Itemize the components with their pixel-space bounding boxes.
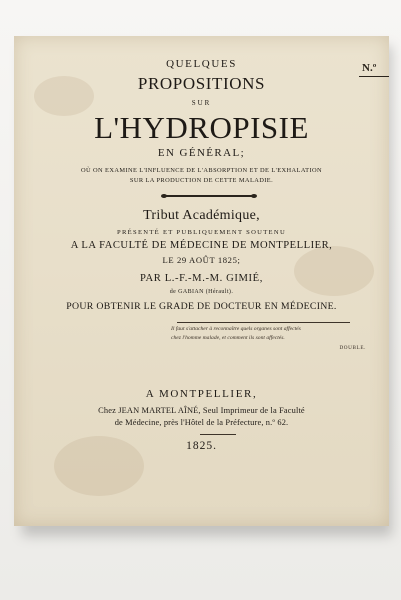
epigraph-line-1: Il faut s'attacher à reconnaître quels organes sont affectés [171,326,301,332]
ornamental-rule [164,195,254,197]
title-page [14,36,389,526]
date-line: LE 29 AOÛT 1825; [162,255,241,265]
imprint-rule [200,434,236,435]
presented-line: PRÉSENTÉ ET PUBLIQUEMENT SOUTENU [116,229,287,236]
epigraph [171,325,376,353]
printer-line-1: Chez JEAN MARTEL AÎNÉ, Seul Imprimeur de la Faculté [98,406,305,415]
main-title: L'HYDROPISIE [94,110,309,145]
purpose-line: POUR OBTENIR LE GRADE DE DOCTEUR EN MÉDECINE. [66,301,337,312]
origin-line: de GABIAN (Hérault). [169,289,234,295]
header-word: QUELQUES [166,58,237,70]
epigraph-author: DOUBLE. [339,345,366,351]
imprint-year: 1825. [186,440,217,452]
title-connector: SUR [191,99,212,107]
epigraph-rule [177,322,350,323]
subtitle-line-2: SUR LA PRODUCTION DE CETTE MALADIE. [129,177,274,184]
author-line: PAR L.-F.-M.-M. GIMIÉ, [140,273,263,284]
title-qualifier: EN GÉNÉRAL; [157,147,246,159]
subtitle-line-1: OÙ ON EXAMINE L'INFLUENCE DE L'ABSORPTION ET DE L'EXHALATION [80,167,323,174]
faculty-line: A LA FACULTÉ DE MÉDECINE DE MONTPELLIER, [70,240,333,251]
epigraph-line-2: chez l'homme malade, et comment ils sont affectés. [171,335,285,341]
tribute-heading: Tribut Académique, [143,208,260,223]
number-label: N.º [362,62,377,74]
printer-line-2: de Médecine, près l'Hôtel de la Préfecture, n.º 62. [114,418,289,427]
imprint-place: A MONTPELLIER, [145,388,258,400]
title-line-propositions: PROPOSITIONS [137,74,266,93]
